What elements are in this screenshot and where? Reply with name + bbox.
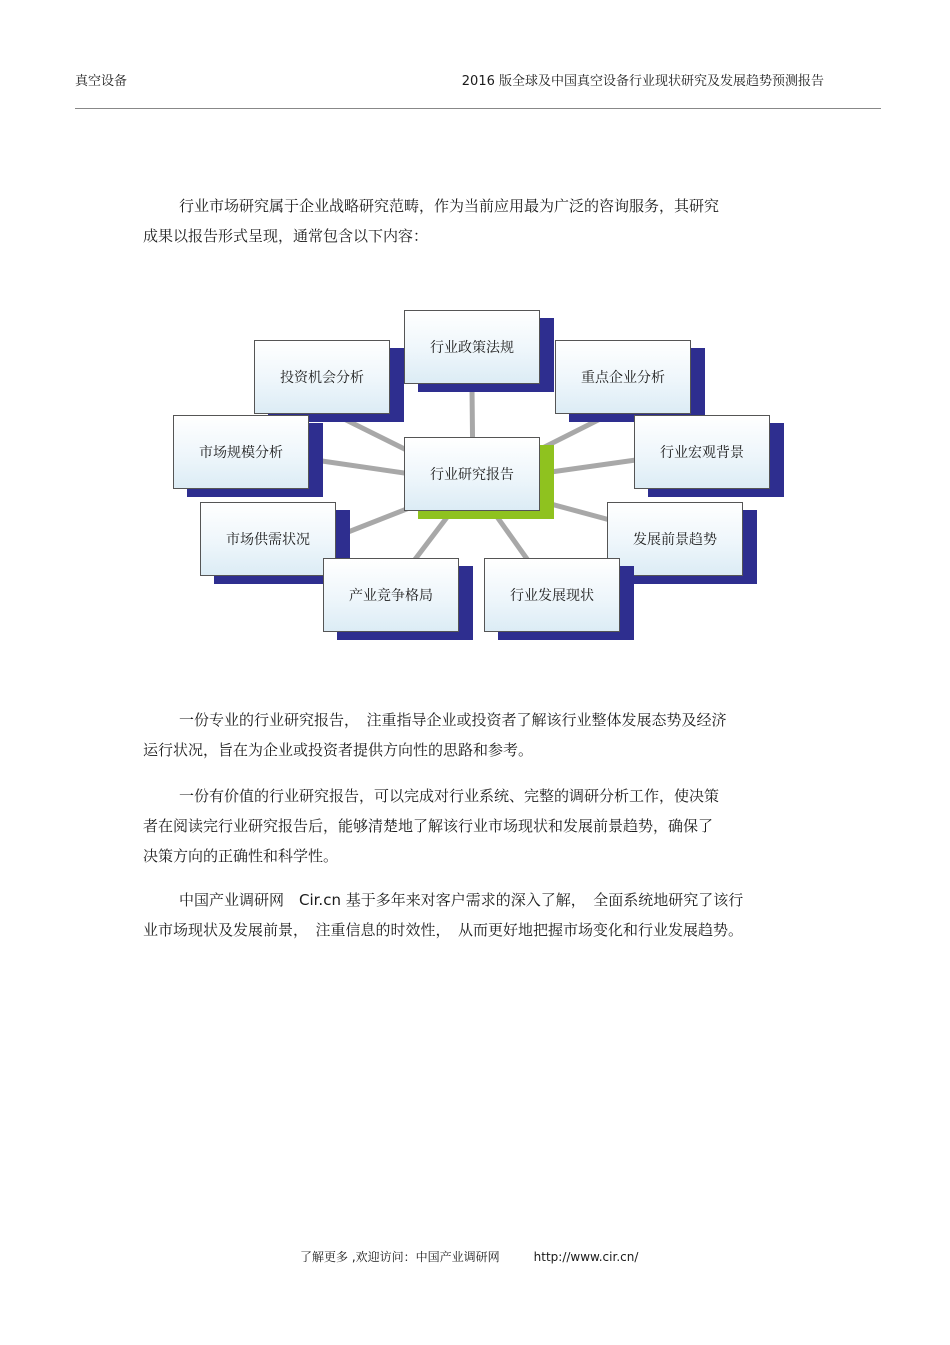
node-label: 投资机会分析	[254, 340, 390, 414]
node-supply-demand	[200, 502, 336, 576]
node-macro	[634, 415, 770, 489]
node-prospects	[607, 502, 743, 576]
node-competition	[323, 558, 459, 632]
intro-line-1: 行业市场研究属于企业战略研究范畴，作为当前应用最为广泛的咨询服务，其研究	[179, 197, 720, 215]
node-policy	[404, 310, 540, 384]
node-label: 产业竞争格局	[323, 558, 459, 632]
paragraph-1-line-2: 运行状况，旨在为企业或投资者提供方向性的思路和参考。	[143, 741, 534, 759]
header-title: 2016 版全球及中国真空设备行业现状研究及发展趋势预测报告	[461, 74, 824, 89]
paragraph-2-line-2: 者在阅读完行业研究报告后，能够清楚地了解该行业市场现状和发展前景趋势，确保了	[143, 817, 714, 835]
report-content-diagram	[170, 308, 790, 638]
node-label: 行业宏观背景	[634, 415, 770, 489]
node-label: 重点企业分析	[555, 340, 691, 414]
paragraph-1	[143, 705, 803, 765]
paragraph-2	[143, 781, 803, 871]
footer-text: 了解更多 ,欢迎访问：中国产业调研网	[300, 1250, 500, 1264]
node-market-size	[173, 415, 309, 489]
paragraph-3-line-1: 中国产业调研网 Cir.cn 基于多年来对客户需求的深入了解， 全面系统地研究了该行	[179, 891, 744, 909]
intro-paragraph	[143, 191, 803, 251]
node-center-report	[404, 437, 540, 511]
paragraph-1-line-1: 一份专业的行业研究报告， 注重指导企业或投资者了解该行业整体发展态势及经济	[179, 711, 727, 729]
node-enterprise	[555, 340, 691, 414]
node-label: 市场规模分析	[173, 415, 309, 489]
node-label: 行业发展现状	[484, 558, 620, 632]
node-label: 市场供需状况	[200, 502, 336, 576]
paragraph-2-line-3: 决策方向的正确性和科学性。	[143, 847, 339, 865]
paragraph-3	[143, 885, 803, 945]
paragraph-3-line-2: 业市场现状及发展前景， 注重信息的时效性， 从而更好地把握市场变化和行业发展趋势。	[143, 921, 744, 939]
header-left: 真空设备	[75, 74, 128, 89]
intro-line-2: 成果以报告形式呈现，通常包含以下内容：	[143, 227, 429, 245]
node-label: 行业研究报告	[404, 437, 540, 511]
node-development-status	[484, 558, 620, 632]
paragraph-2-line-1: 一份有价值的行业研究报告，可以完成对行业系统、完整的调研分析工作，使决策	[179, 787, 720, 805]
node-investment	[254, 340, 390, 414]
footer-url-link[interactable]: http://www.cir.cn/	[533, 1250, 639, 1264]
header-rule	[75, 108, 881, 109]
node-label: 发展前景趋势	[607, 502, 743, 576]
footer	[300, 1248, 638, 1265]
node-label: 行业政策法规	[404, 310, 540, 384]
